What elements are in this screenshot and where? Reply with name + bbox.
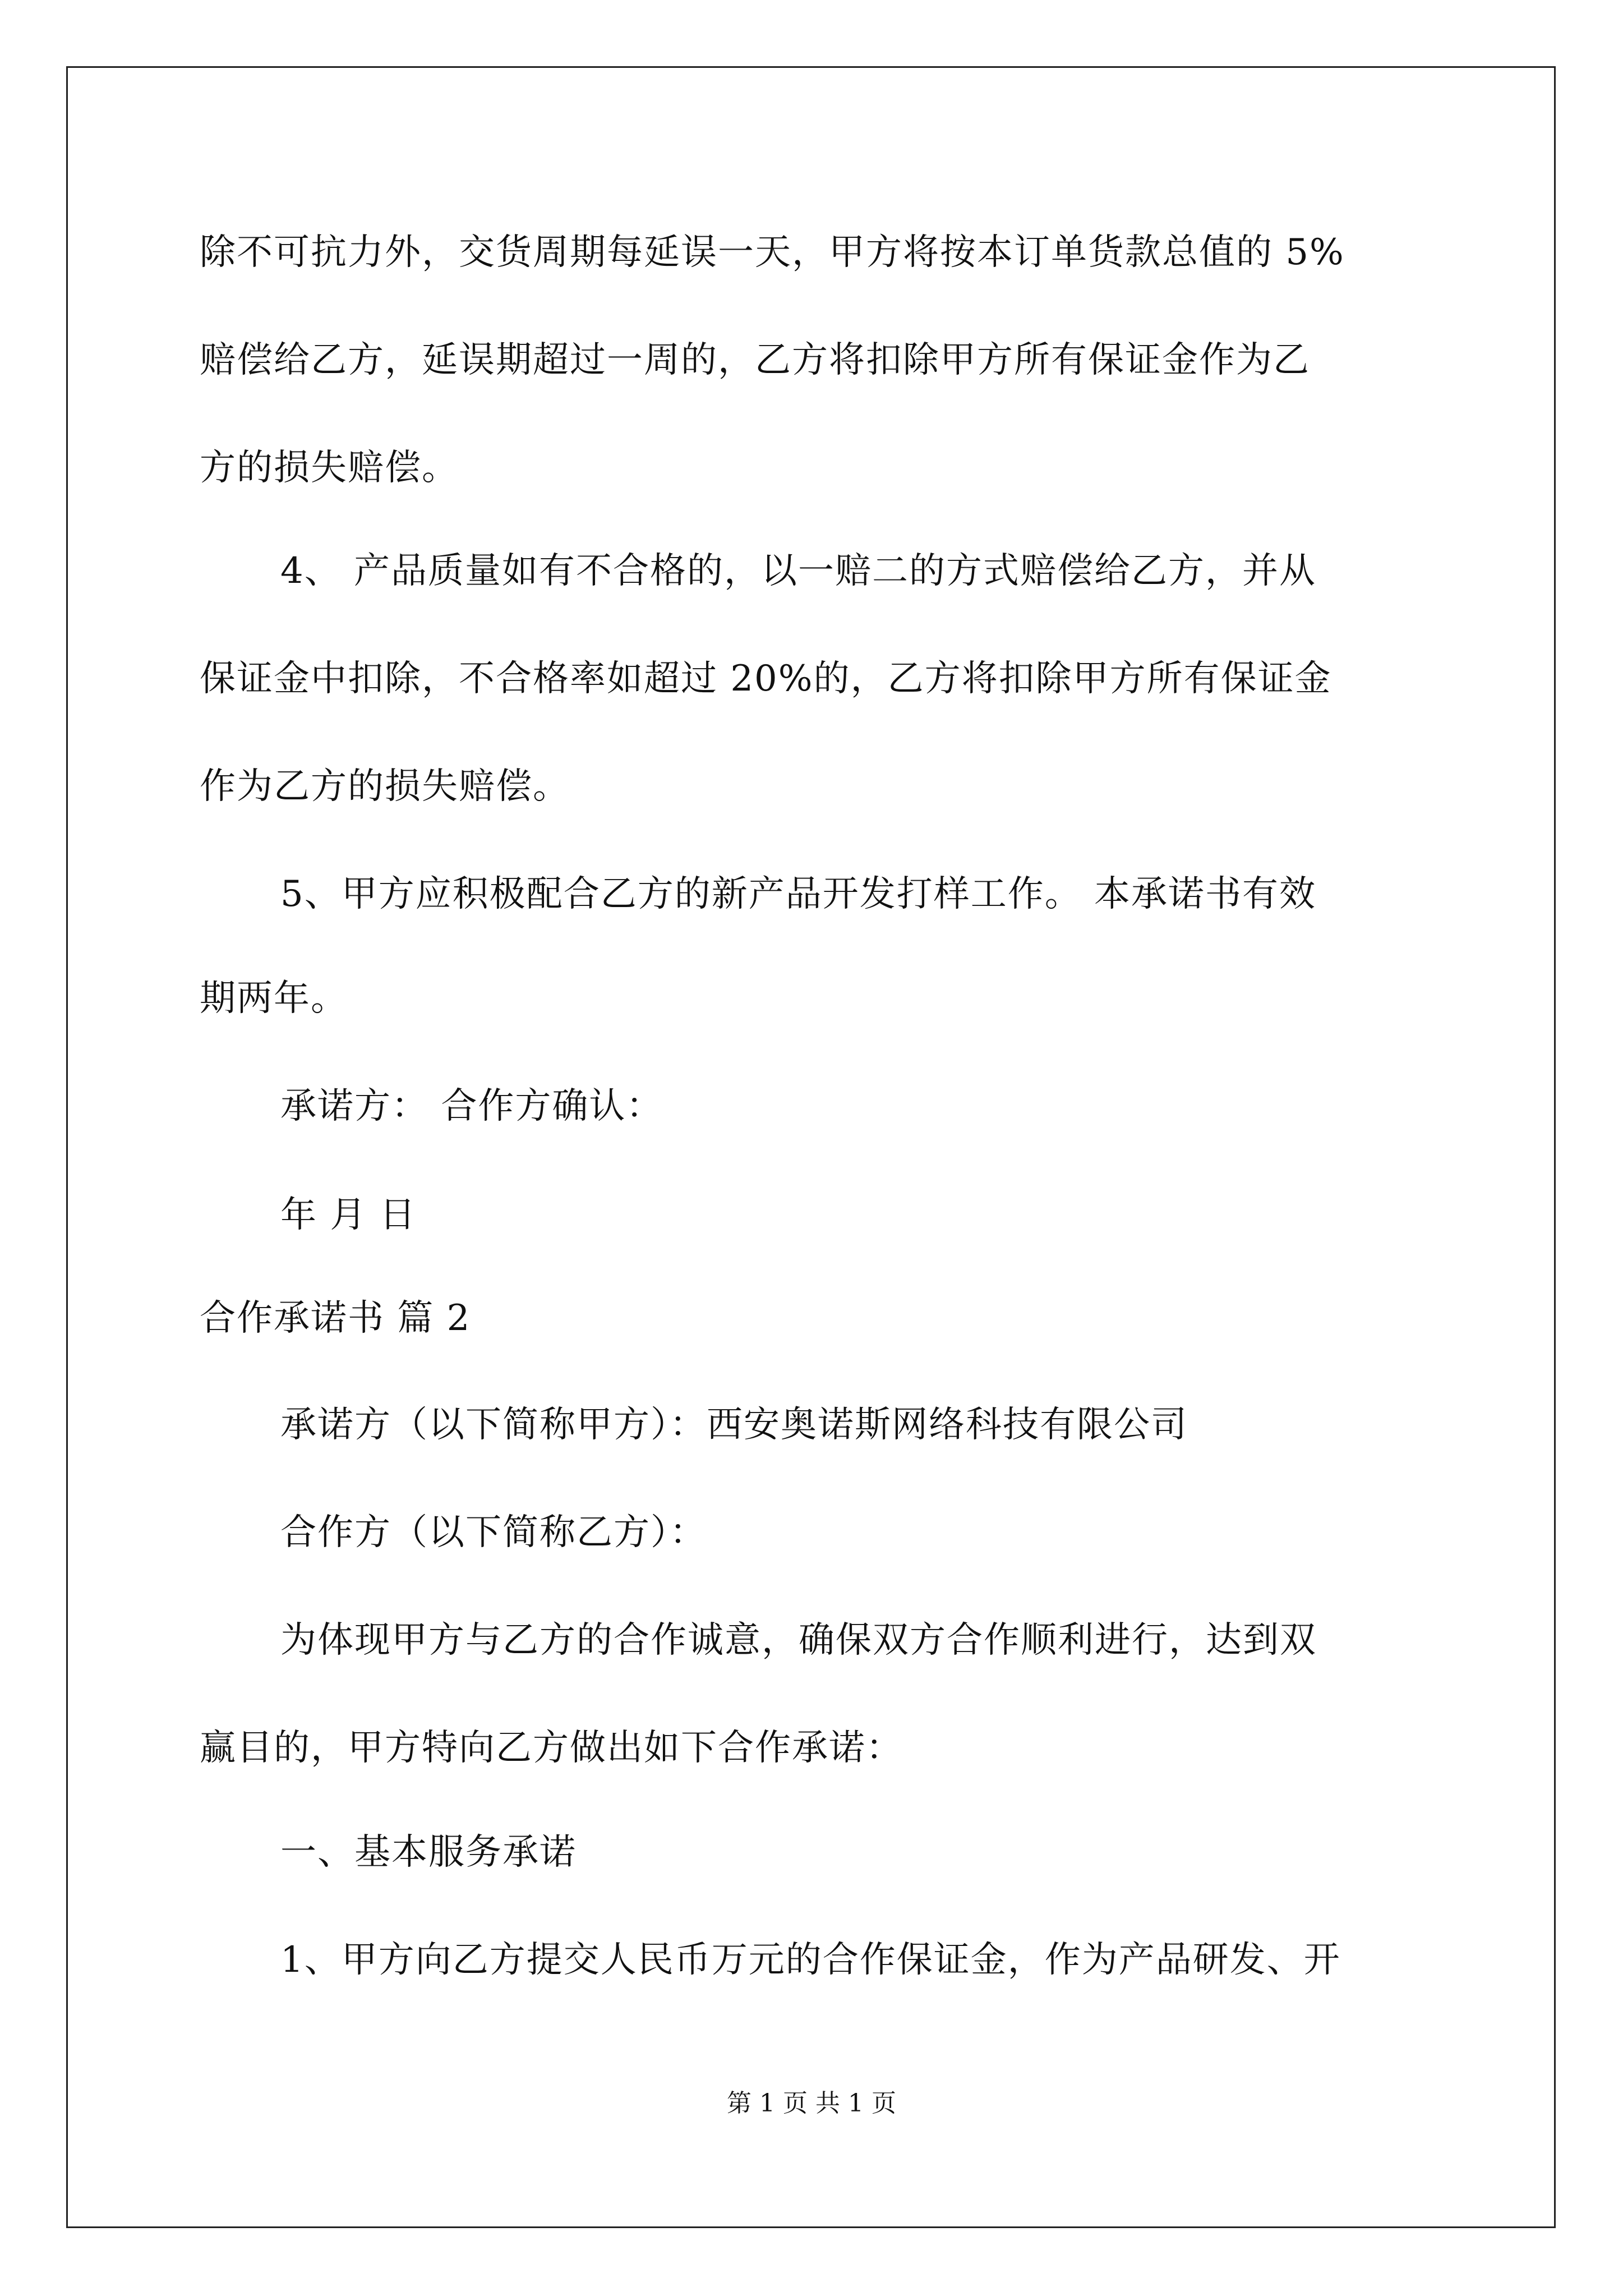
party-b-line: 合作方（以下简称乙方）：	[280, 1512, 707, 1553]
section-heading: 合作承诺书 篇 2	[200, 1297, 471, 1339]
body-line-17: 1、甲方向乙方提交人民币万元的合作保证金，作为产品研发、开	[280, 1939, 1341, 1981]
body-line-14: 为体现甲方与乙方的合作诚意，确保双方合作顺利进行，达到双	[280, 1619, 1317, 1661]
body-line-5: 保证金中扣除，不合格率如超过 20%的，乙方将扣除甲方所有保证金	[200, 658, 1332, 700]
date-line: 年 月 日	[280, 1194, 417, 1236]
signature-line: 承诺方： 合作方确认：	[280, 1085, 663, 1127]
body-line-3: 方的损失赔偿。	[200, 447, 459, 489]
body-line-2: 赔偿给乙方，延误期超过一周的，乙方将扣除甲方所有保证金作为乙	[200, 339, 1310, 381]
body-line-8: 期两年。	[200, 978, 348, 1019]
page-border	[66, 66, 1556, 2228]
page-footer: 第 1 页 共 1 页	[727, 2089, 896, 2118]
body-line-6: 作为乙方的损失赔偿。	[200, 766, 570, 807]
body-line-4: 4、 产品质量如有不合格的，以一赔二的方式赔偿给乙方，并从	[280, 550, 1317, 592]
party-a-line: 承诺方（以下简称甲方）：西安奥诺斯网络科技有限公司	[280, 1404, 1188, 1446]
body-line-7: 5、甲方应积极配合乙方的新产品开发打样工作。 本承诺书有效	[280, 873, 1317, 915]
subheading-basic-service: 一、基本服务承诺	[280, 1832, 577, 1873]
body-line-15: 赢目的，甲方特向乙方做出如下合作承诺：	[200, 1727, 903, 1769]
body-line-1: 除不可抗力外，交货周期每延误一天，甲方将按本订单货款总值的 5%	[200, 232, 1345, 273]
